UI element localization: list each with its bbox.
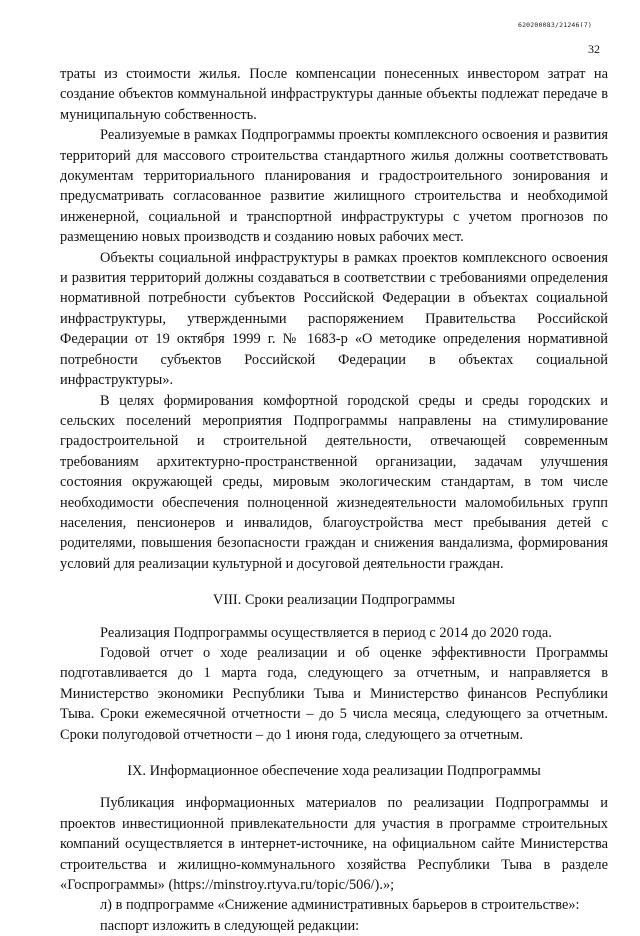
paragraph: Объекты социальной инфраструктуры в рамках проектов комплексного освоения и развития территорий должны создаваться в соответствии с требованиями определения нормативной потребности субъектов Российской Федерации в объектах социальной инфраструктуры, утвержденными распоряжением Правительства Российской Федерации от 19 октября 1999 г. № 1683-р «О методике определения нормативной потребности субъектов Российской Федерации в объектах социальной инфраструктуры». bbox=[60, 249, 608, 389]
section-heading-9: IX. Информационное обеспечение хода реализации Подпрограммы bbox=[127, 763, 541, 779]
paragraph: траты из стоимости жилья. После компенсации понесенных инвестором затрат на создание объектов коммунальной инфраструктуры данные объекты подлежат передаче в муниципальную собственность. bbox=[60, 66, 608, 123]
paragraph: Публикация информационных материалов по реализации Подпрограммы и проектов инвестиционной привлекательности для участия в программе строительных компаний осуществляется в интернет-источнике, на официальном сайте Министерства строительства и жилищно-коммунального хозяйства Республики Тыва в разделе «Госпрограммы» (https://minstroy.rtyva.ru/topic/506/).»; bbox=[60, 795, 608, 894]
page-number: 32 bbox=[588, 42, 600, 56]
paragraph: Годовой отчет о ходе реализации и об оценке эффективности Программы подготавливается до 1 марта года, следующего за отчетным, и направляется в Министерство экономики Республики Тыва и Министерство финансов Республики Тыва. Сроки ежемесячной отчетности – до 5 числа месяца, следующего за отчетным. Сроки полугодовой отчетности – до 1 июня года, следующего за отчетным. bbox=[60, 644, 608, 743]
document-id: 620200083/21246(7) bbox=[517, 21, 592, 29]
paragraph: л) в подпрограмме «Снижение административных барьеров в строительстве»: bbox=[100, 897, 580, 914]
paragraph: Реализуемые в рамках Подпрограммы проекты комплексного освоения и развития территорий для массового строительства стандартного жилья должны соответствовать документам территориального планирования и градостроительного зонирования и предусматривать согласованное развитие жилищного строительства и необходимой инженерной, социальной и транспортной инфраструктуры с учетом прогнозов по размещению новых производств и созданию новых рабочих мест. bbox=[60, 127, 608, 246]
paragraph: Реализация Подпрограммы осуществляется в период с 2014 до 2020 года. bbox=[100, 624, 552, 641]
document-body bbox=[60, 64, 608, 936]
section-heading-8: VIII. Сроки реализации Подпрограммы bbox=[212, 592, 456, 609]
paragraph: паспорт изложить в следующей редакции: bbox=[100, 917, 360, 934]
paragraph: В целях формирования комфортной городской среды и среды городских и сельских поселений мероприятия Подпрограммы направлены на стимулирование градостроительной и строительной деятельности, отвечающей современным требованиям архитектурно-пространственной организации, задачам улучшения состояния окружающей среды, мировым экологическим стандартам, в том числе необходимости обеспечения полноценной жизнедеятельности маломобильных групп населения, пенсионеров и инвалидов, благоустройства мест пребывания детей с родителями, повышения безопасности граждан и снижения вандализма, формирования условий для реализации культурной и досуговой деятельности граждан. bbox=[60, 392, 608, 572]
